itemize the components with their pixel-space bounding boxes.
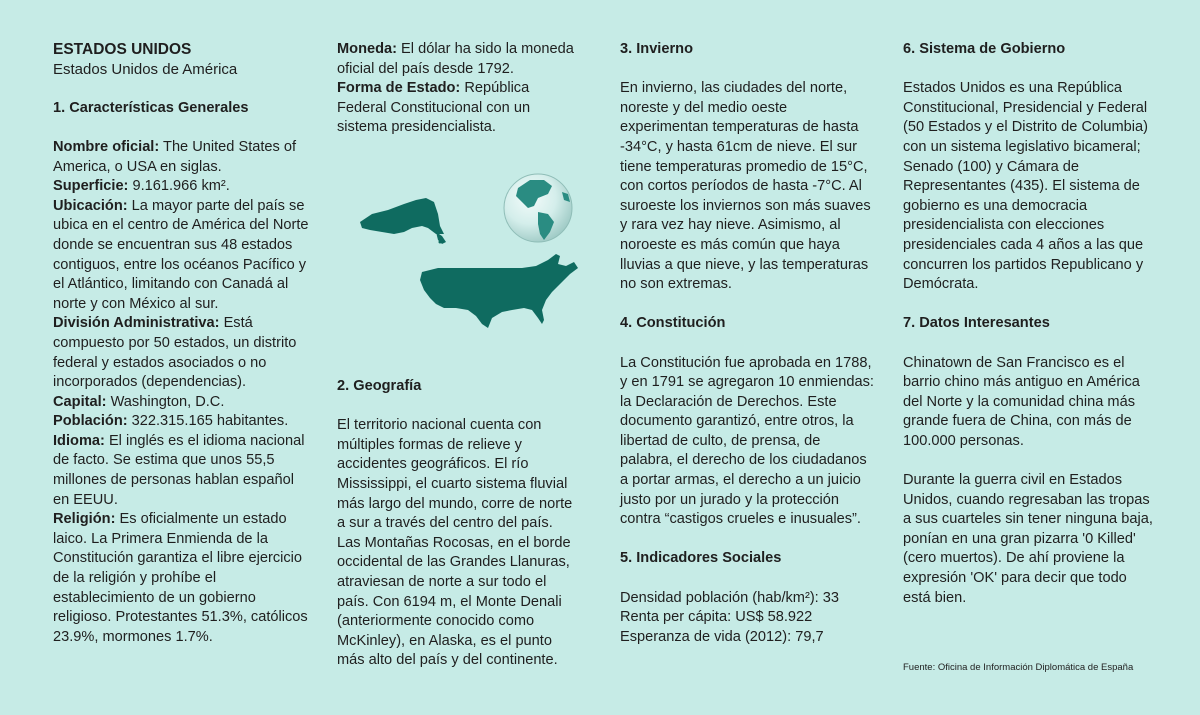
section-2-text: El territorio nacional cuenta con múltiples formas de relieve y accidentes geográficos. El río Mississippi, el cuarto sistema fluvial más largo del mundo, corre de norte a sur a través del centro del país. Las Montañas Rocosas, en el borde occidental de las Grandes Llanuras, atraviesan de norte a sur todo el país. Con 6194 m, el Monte Denali (anteriormente conocido como McKinley), en Alaska, es el punto más alto del país y del continente. (337, 417, 573, 669)
field-administrative-division: División Administrativa: Está compuesto por 50 estados, un distrito federal y estados asociados o no incorporados (dependencias). (53, 315, 297, 391)
field-language: Idioma: El inglés es el idioma nacional de facto. Se estima que unos 55,5 millones de personas hablan español en EEUU. (53, 432, 305, 508)
field-population: Población: 322.315.165 habitantes. (53, 413, 289, 430)
section-4-heading: 4. Constitución (620, 315, 726, 332)
section-5-heading: 5. Indicadores Sociales (620, 550, 782, 567)
page-subtitle: Estados Unidos de América (53, 60, 238, 78)
section-6-text: Estados Unidos es una República Constitucional, Presidencial y Federal (50 Estados y el Distrito de Columbia) con un sistema legislativo bicameral; Senado (100) y Cámara de Representantes (435). El sistema de gobierno es una democracia presidencialista con elecciones presidenciales cada 4 años a las que concurren los partidos Republicano y Demócrata. (903, 80, 1148, 293)
field-state-form: Forma de Estado: República Federal Constitucional con un sistema presidencialista. (337, 80, 531, 136)
section-3-text: En invierno, las ciudades del norte, noreste y del medio oeste experimentan temperaturas de hasta -34°C, y hasta 61cm de nieve. El sur tiene temperaturas promedio de 15°C, con cortos períodos de hasta -7°C. Al suroeste los inviernos son más suaves y rara vez hay nieve. Asimismo, al noroeste es más común que haya lluvias a que nieve, y las temperaturas no son extremas. (620, 80, 871, 293)
column-1 (53, 40, 313, 647)
field-currency: Moneda: El dólar ha sido la moneda oficial del país desde 1792. (337, 41, 574, 77)
section-2-heading: 2. Geografía (337, 378, 422, 394)
column-3 (620, 40, 875, 647)
section-7-paragraph-1: Chinatown de San Francisco es el barrio chino más antiguo en América del Norte y la comunidad china más grande fuera de China, con más de 100.000 personas. (903, 354, 1140, 449)
field-capital: Capital: Washington, D.C. (53, 393, 225, 410)
indicator-life-expectancy: Esperanza de vida (2012): 79,7 (620, 628, 824, 645)
field-religion: Religión: Es oficialmente un estado laico. La Primera Enmienda de la Constitución garantiza el libre ejercicio de la religión y prohíbe el establecimiento de un gobierno religioso. Protestantes 51.3%, católicos 23.9%, mormones 1.7%. (53, 511, 308, 645)
usa-maps-illustration (352, 170, 592, 350)
section-4-text: La Constitución fue aprobada en 1788, y en 1791 se agregaron 10 enmiendas: la Declaración de Derechos. Este documento garantizó, entre otros, la libertad de culto, de prensa, de palabra, el derecho de los ciudadanos a portar armas, el derecho a un juicio justo por un jurado y la protección contra “castigos crueles e inusuales”. (620, 354, 874, 528)
indicator-income: Renta per cápita: US$ 58.922 (620, 609, 813, 626)
field-official-name: Nombre oficial: The United States of America, o USA en siglas. (53, 138, 297, 175)
field-area: Superficie: 9.161.966 km². (53, 178, 230, 195)
alaska-map-icon (360, 198, 446, 244)
section-3-heading: 3. Invierno (620, 41, 693, 57)
globe-americas-icon (504, 174, 572, 242)
section-6-heading: 6. Sistema de Gobierno (903, 41, 1066, 57)
section-geography (337, 377, 577, 671)
usa-map-icon (420, 254, 578, 328)
source-note: Fuente: Oficina de Información Diplomática de España (903, 662, 1134, 673)
indicator-density: Densidad población (hab/km²): 33 (620, 589, 840, 606)
column-4 (903, 40, 1158, 608)
section-1-heading: 1. Características Generales (53, 99, 249, 116)
page-title: ESTADOS UNIDOS (53, 41, 192, 58)
section-7-paragraph-2: Durante la guerra civil en Estados Unidos, cuando regresaban las tropas a sus cuarteles sin tener ninguna baja, ponían en una gran pizarra '0 Killed' (cero muertos). De ahí proviene la expresión 'OK' para decir que todo está bien. (903, 472, 1153, 606)
column-2 (337, 40, 577, 138)
section-7-heading: 7. Datos Interesantes (903, 315, 1050, 332)
field-location: Ubicación: La mayor parte del país se ubica en el centro de América del Norte donde se encuentran sus 48 estados contiguos, entre los océanos Pacífico y el Atlántico, limitando con Canadá al norte y con México al sur. (53, 197, 309, 312)
